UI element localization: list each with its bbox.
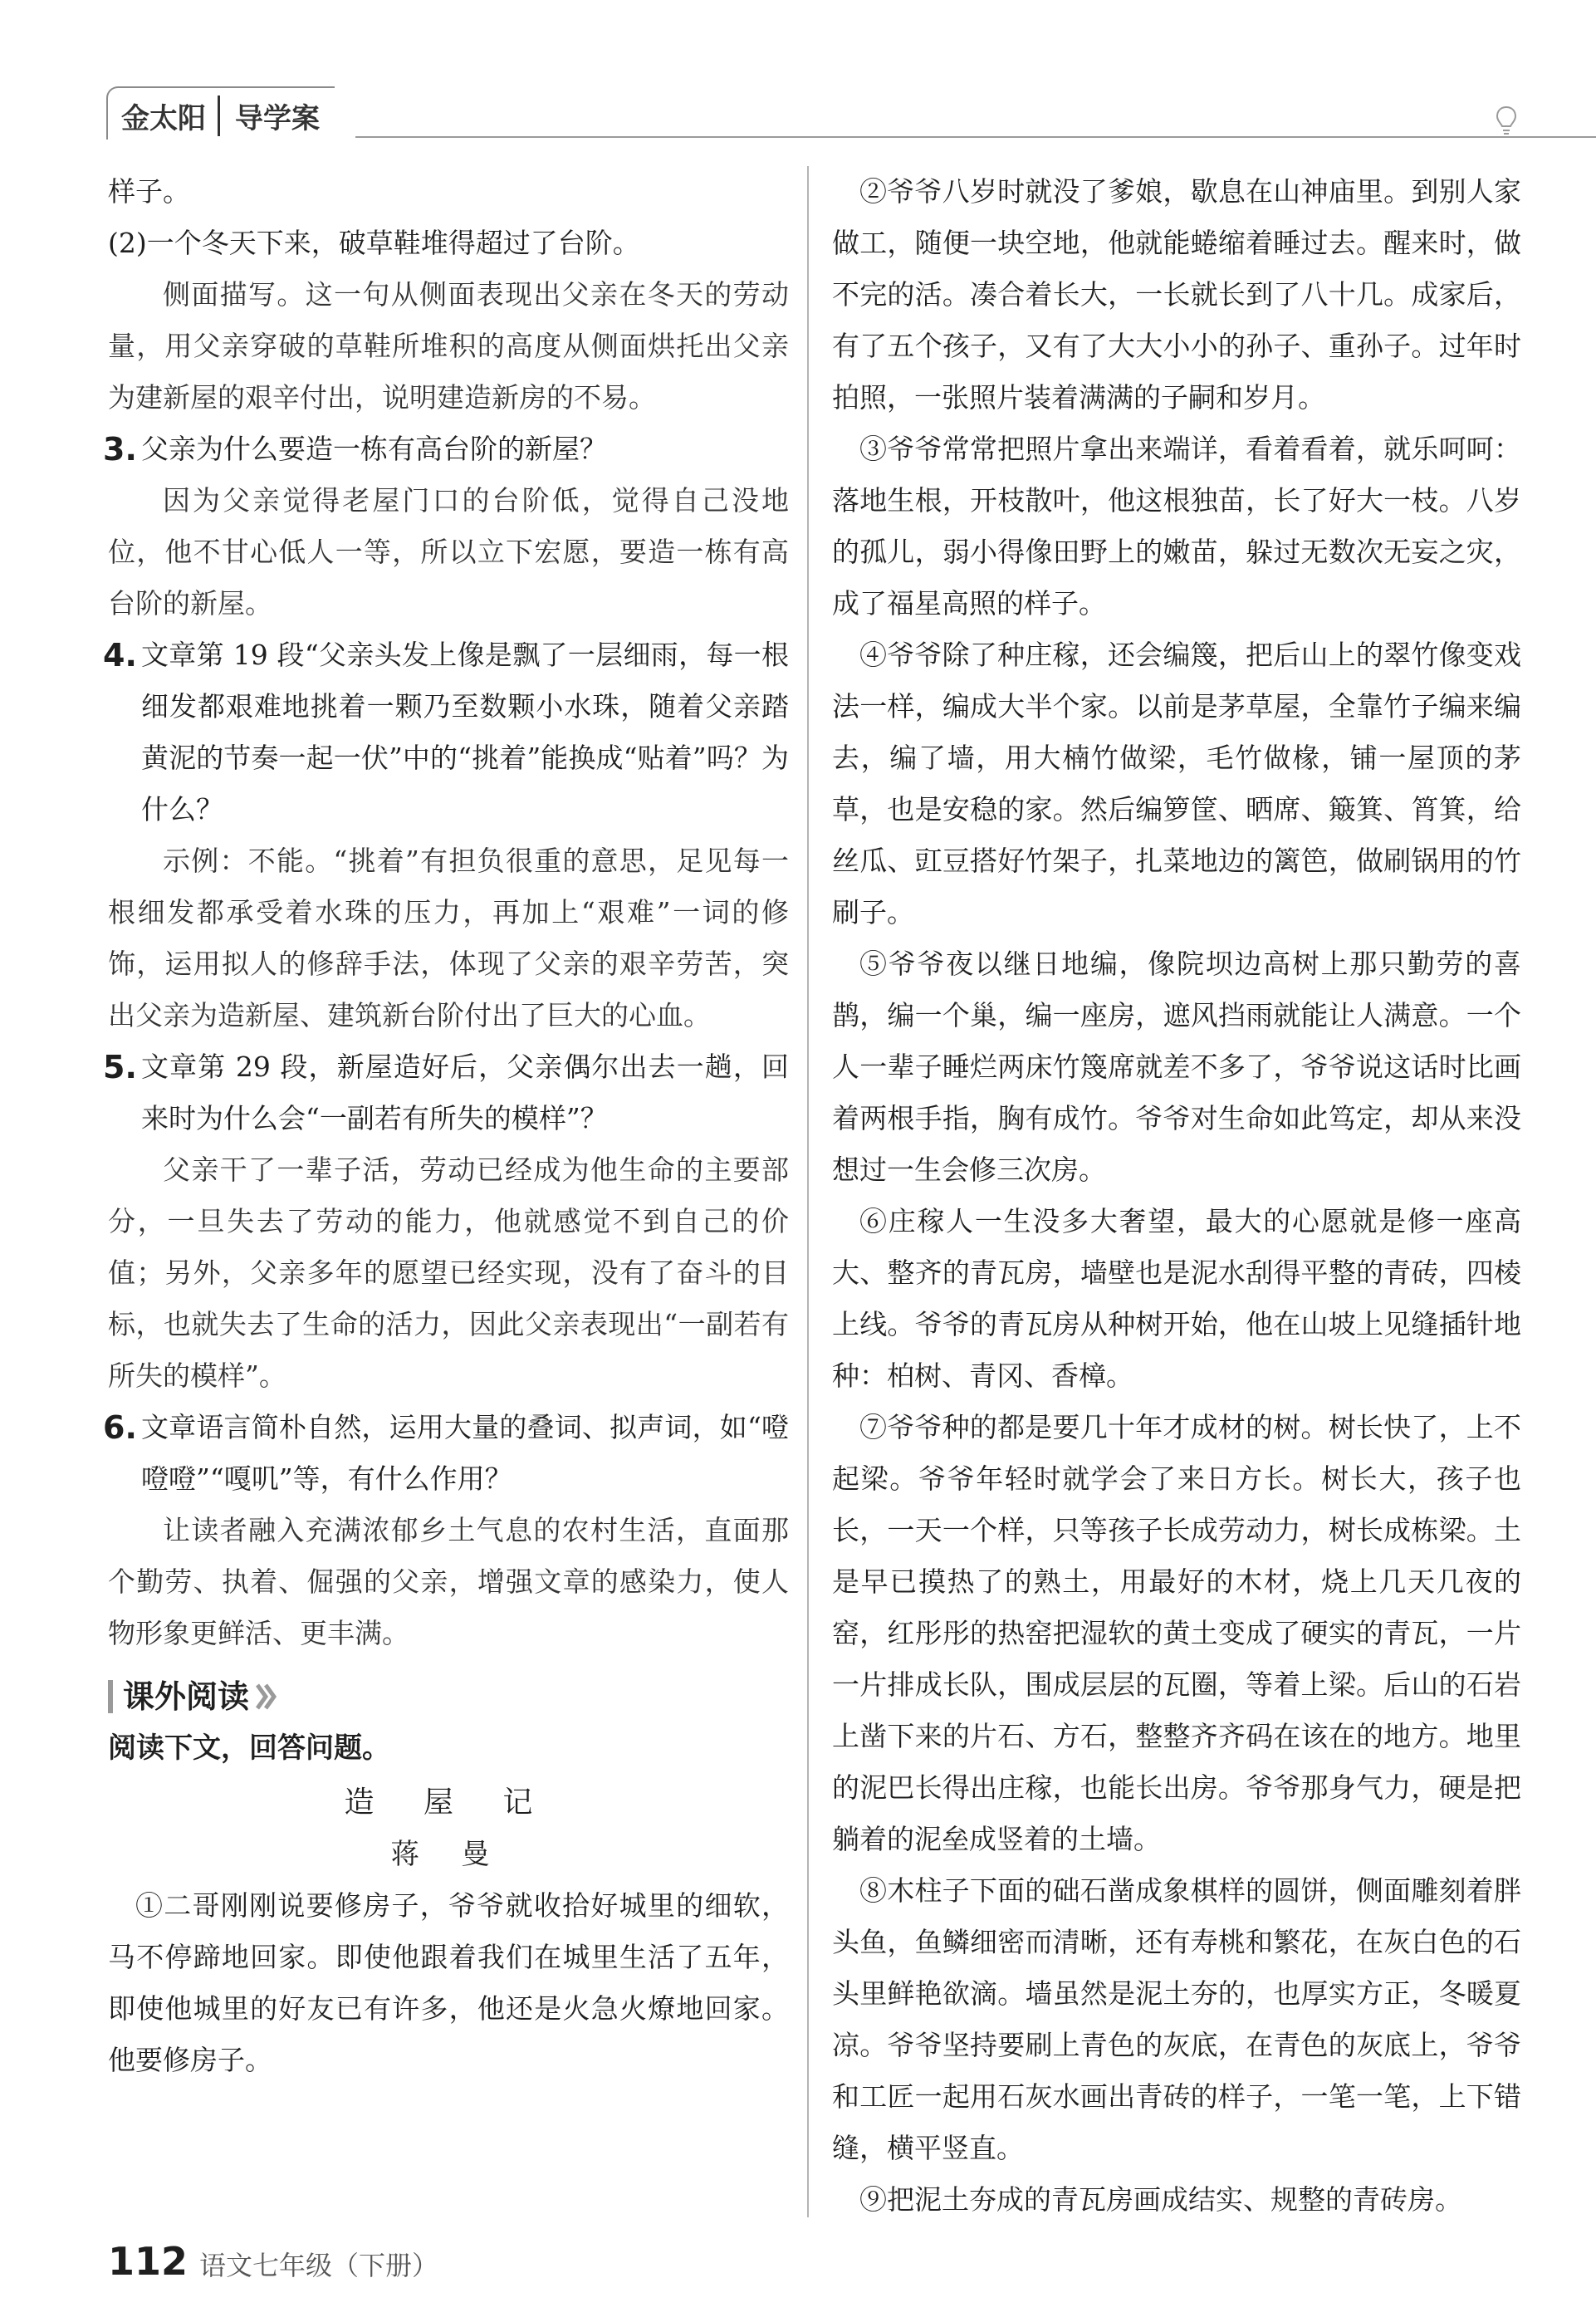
question-text: 文章语言简朴自然，运用大量的叠词、拟声词，如“噔噔噔”“嘎叽”等，有什么作用？ <box>141 1411 789 1495</box>
right-column <box>832 166 1521 2226</box>
question-text: 父亲为什么要造一栋有高台阶的新屋？ <box>141 433 607 465</box>
question-text: 文章第 19 段“父亲头发上像是飘了一层细雨，每一根细发都艰难地挑着一颗乃至数颗小水珠，随着父亲踏黄泥的节奏一起一伏”中的“挑着”能换成“贴着”吗？为什么？ <box>141 639 789 825</box>
page-header <box>106 80 1518 146</box>
header-rule <box>355 136 1596 138</box>
reading-instruction: 阅读下文，回答问题。 <box>108 1732 390 1765</box>
question-item <box>103 629 789 835</box>
answer-text: 示例：不能。“挑着”有担负很重的意思，足见每一根细发都承受着水珠的压力，再加上“艰难”一词的修饰，运用拟人的修辞手法，体现了父亲的艰辛劳苦，突出父亲为造新屋、建筑新台阶付出了巨大的心血。 <box>108 845 789 1031</box>
article-left-paragraphs <box>108 1880 789 2086</box>
double-chevron-icon <box>254 1682 279 1712</box>
question-number: 4. <box>103 637 137 674</box>
question-number: 3. <box>103 431 137 468</box>
article-paragraph: ⑤爷爷夜以继日地编，像院坝边高树上那只勤劳的喜鹊，编一个巢，编一座房，遮风挡雨就能让人满意。一个人一辈子睡烂两床竹篾席就差不多了，爷爷说这话时比画着两根手指，胸有成竹。爷爷对生命如此笃定，却从来没想过一生会修三次房。 <box>832 948 1521 1186</box>
question-number: 6. <box>103 1409 137 1446</box>
page-footer <box>108 2239 438 2284</box>
brand-box <box>106 86 335 140</box>
column-divider <box>807 166 809 2217</box>
text-line: (2)一个冬天下来，破草鞋堆得超过了台阶。 <box>108 227 640 259</box>
article-paragraph: ①二哥刚刚说要修房子，爷爷就收拾好城里的细软，马不停蹄地回家。即使他跟着我们在城里生活了五年，即使他城里的好友已有许多，他还是火急火燎地回家。他要修房子。 <box>108 1889 789 2076</box>
article-paragraph: ②爷爷八岁时就没了爹娘，歇息在山神庙里。到别人家做工，随便一块空地，他就能蜷缩着睡过去。醒来时，做不完的活。凑合着长大，一长就长到了八十几。成家后，有了五个孩子，又有了大大小小的孙子、重孙子。过年时拍照，一张照片装着满满的子嗣和岁月。 <box>832 175 1521 414</box>
article-paragraph: ④爷爷除了种庄稼，还会编篾，把后山上的翠竹像变戏法一样，编成大半个家。以前是茅草屋，全靠竹子编来编去，编了墙，用大楠竹做梁，毛竹做椽，铺一屋顶的茅草，也是安稳的家。然后编箩筐、晒席、簸箕、筲箕，给丝瓜、豇豆搭好竹架子，扎菜地边的篱笆，做刷锅用的竹刷子。 <box>832 639 1521 928</box>
question-item <box>103 424 789 475</box>
page-number: 112 <box>108 2239 188 2284</box>
left-column <box>103 166 789 2086</box>
article-right-paragraphs <box>832 166 1521 2226</box>
article-title: 造 屋 记 <box>344 1786 553 1820</box>
brand-subtitle: 导学案 <box>235 101 320 135</box>
section-heading-text: 课外阅读 <box>123 1678 250 1715</box>
answer-text: 因为父亲觉得老屋门口的台阶低，觉得自己没地位，他不甘心低人一等，所以立下宏愿，要造一栋有高台阶的新屋。 <box>108 484 789 620</box>
article-paragraph: ⑧木柱子下面的础石凿成象棋样的圆饼，侧面雕刻着胖头鱼，鱼鳞细密而清晰，还有寿桃和繁花，在灰白色的石头里鲜艳欲滴。墙虽然是泥土夯的，也厚实方正，冬暖夏凉。爷爷坚持要刷上青色的灰底，在青色的灰底上，爷爷和工匠一起用石灰水画出青砖的样子，一笔一笔，上下错缝，横平竖直。 <box>832 1874 1521 2164</box>
answer-text: 侧面描写。这一句从侧面表现出父亲在冬天的劳动量，用父亲穿破的草鞋所堆积的高度从侧面烘托出父亲为建新屋的艰辛付出，说明建造新房的不易。 <box>108 278 789 414</box>
question-list <box>103 166 789 1659</box>
article-paragraph: ③爷爷常常把照片拿出来端详，看着看着，就乐呵呵：落地生根，开枝散叶，他这根独苗，长了好大一枝。八岁的孤儿，弱小得像田野上的嫩苗，躲过无数次无妄之灾，成了福星高照的样子。 <box>832 433 1521 620</box>
question-item <box>103 1041 789 1144</box>
answer-text: 让读者融入充满浓郁乡土气息的农村生活，直面那个勤劳、执着、倔强的父亲，增强文章的感染力，使人物形象更鲜活、更丰满。 <box>108 1514 789 1649</box>
article-paragraph: ⑥庄稼人一生没多大奢望，最大的心愿就是修一座高大、整齐的青瓦房，墙壁也是泥水刮得平整的青砖，四棱上线。爷爷的青瓦房从种树开始，他在山坡上见缝插针地种：柏树、青冈、香樟。 <box>832 1205 1521 1392</box>
article-paragraph: ⑦爷爷种的都是要几十年才成材的树。树长快了，上不起梁。爷爷年轻时就学会了来日方长。树长大，孩子也长，一天一个样，只等孩子长成劳动力，树长成栋梁。土是早已摸热了的熟土，用最好的木材，烧上几天几夜的窑，红彤彤的热窑把湿软的黄土变成了硬实的青瓦，一片一片排成长队，围成层层的瓦圈，等着上梁。后山的石岩上凿下来的片石、方石，整整齐齐码在该在的地方。地里的泥巴长得出庄稼，也能长出房。爷爷那身气力，硬是把躺着的泥垒成竖着的土墙。 <box>832 1411 1521 1855</box>
lightbulb-icon <box>1495 105 1518 138</box>
article-author: 蒋 曼 <box>390 1838 507 1871</box>
heading-bar <box>108 1680 113 1713</box>
question-item <box>103 1402 789 1505</box>
article-paragraph: ⑨把泥土夯成的青瓦房画成结实、规整的青砖房。 <box>859 2183 1462 2216</box>
footer-subject: 语文七年级（下册） <box>199 2250 439 2281</box>
text-line: 样子。 <box>108 175 190 208</box>
section-heading <box>108 1671 789 1722</box>
question-number: 5. <box>103 1049 137 1085</box>
brand-logo: 金太阳 <box>121 96 220 136</box>
answer-text: 父亲干了一辈子活，劳动已经成为他生命的主要部分，一旦失去了劳动的能力，他就感觉不到自己的价值；另外，父亲多年的愿望已经实现，没有了奋斗的目标，也就失去了生命的活力，因此父亲表现出“一副若有所失的模样”。 <box>108 1154 789 1392</box>
question-text: 文章第 29 段，新屋造好后，父亲偶尔出去一趟，回来时为什么会“一副若有所失的模样”？ <box>141 1051 789 1134</box>
